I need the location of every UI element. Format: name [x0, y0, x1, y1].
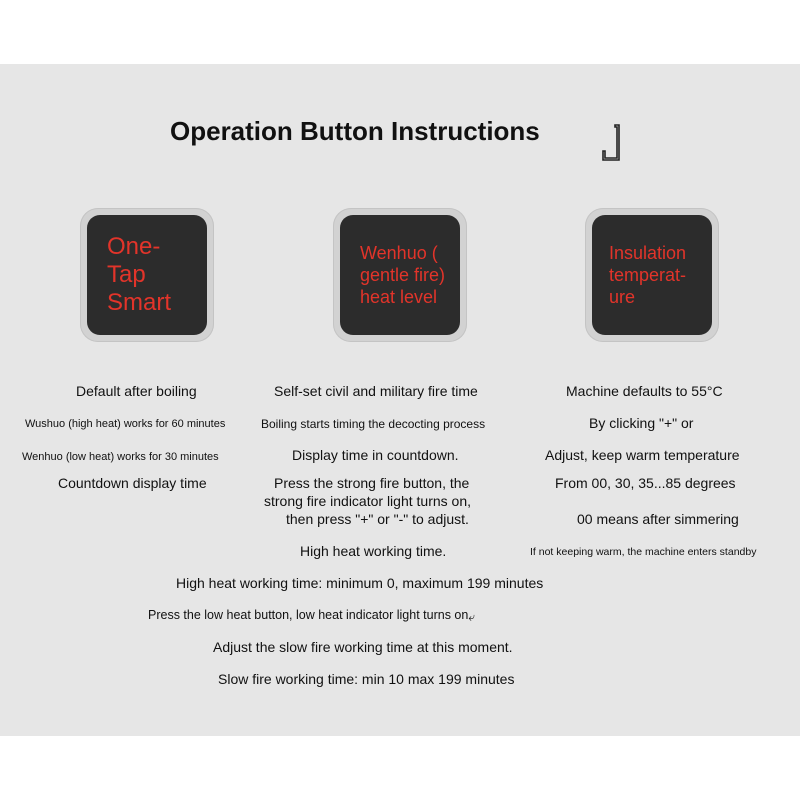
col3-line: If not keeping warm, the machine enters standby — [530, 546, 757, 558]
col3-line: From 00, 30, 35...85 degrees — [555, 475, 736, 491]
bottom-line-text: Press the low heat button, low heat indicator light turns on — [148, 608, 469, 622]
col2-line: Self-set civil and military fire time — [274, 383, 478, 399]
col1-line: Countdown display time — [58, 475, 207, 491]
insulation-temperature-button[interactable] — [585, 208, 719, 342]
bottom-line: Adjust the slow fire working time at this moment. — [213, 639, 513, 655]
col3-line: By clicking "+" or — [589, 415, 694, 431]
col2-line: strong fire indicator light turns on, — [264, 493, 471, 509]
gentle-fire-label: Wenhuo ( gentle fire) heat level — [360, 243, 446, 307]
col1-line: Wenhuo (low heat) works for 30 minutes — [22, 451, 219, 463]
col2-line: Boiling starts timing the decocting process — [261, 417, 486, 431]
col3-line: Machine defaults to 55°C — [566, 383, 723, 399]
bottom-line: Slow fire working time: min 10 max 199 minutes — [218, 671, 515, 687]
return-arrow-icon: ⤶ — [468, 610, 476, 624]
col1-line: Default after boiling — [76, 383, 197, 399]
corner-bracket-icon — [601, 124, 623, 162]
col2-line: Press the strong fire button, the — [274, 475, 470, 491]
button-face — [340, 215, 460, 335]
col1-line: Wushuo (high heat) works for 60 minutes — [25, 418, 226, 430]
one-tap-smart-button[interactable] — [80, 208, 214, 342]
page-title: Operation Button Instructions — [170, 116, 540, 146]
one-tap-smart-label: One- Tap Smart — [107, 233, 172, 316]
content-panel — [0, 64, 800, 736]
button-face — [87, 215, 207, 335]
button-face — [592, 215, 712, 335]
gentle-fire-heat-level-button[interactable] — [333, 208, 467, 342]
col2-line: then press "+" or "-" to adjust. — [286, 511, 469, 527]
col2-line: High heat working time. — [300, 543, 447, 559]
insulation-temperature-label: Insulation temperat- ure — [609, 243, 687, 307]
bottom-line: High heat working time: minimum 0, maximum 199 minutes — [176, 575, 544, 591]
bottom-line — [148, 607, 475, 626]
col3-line: Adjust, keep warm temperature — [545, 447, 740, 463]
col2-line: Display time in countdown. — [292, 447, 459, 463]
col3-line: 00 means after simmering — [577, 511, 739, 527]
